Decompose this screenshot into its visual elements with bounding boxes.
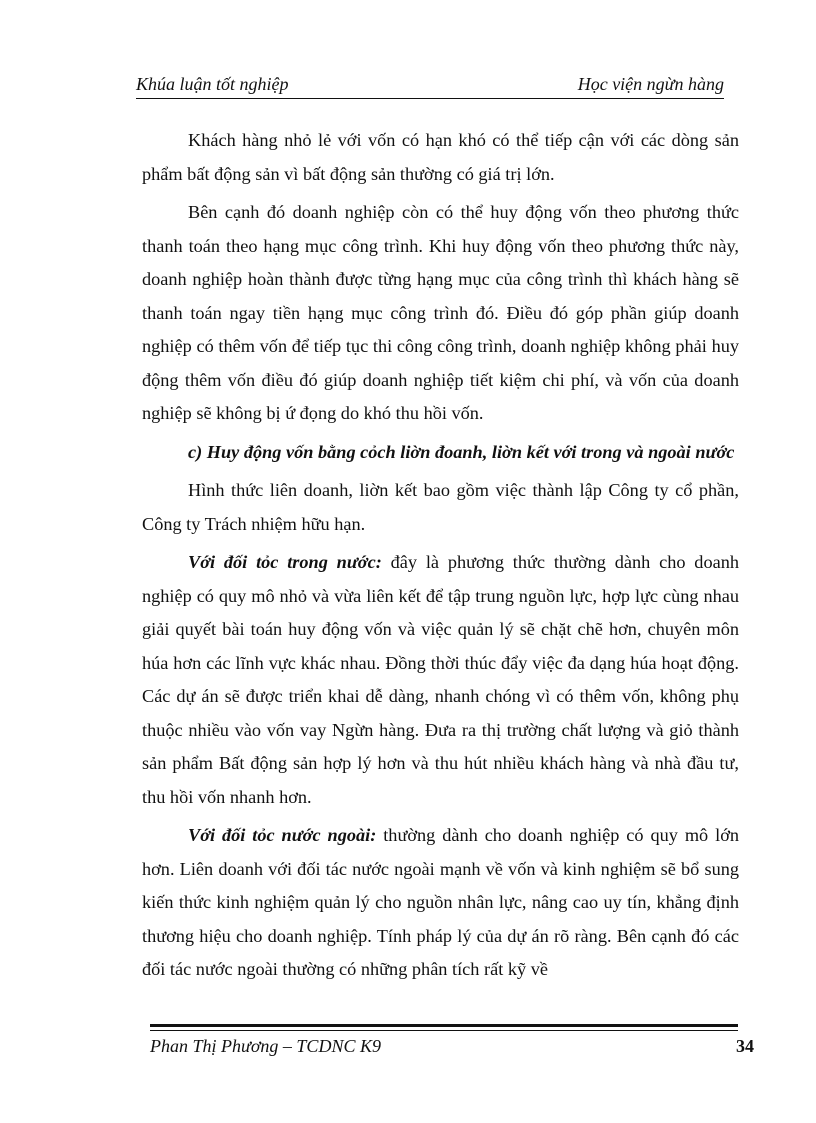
page-header [136,72,724,98]
page-number: 34 [736,1036,754,1056]
footer-author: Phan Thị Phương – TCDNC K9 [150,1036,381,1056]
header-divider [136,98,724,99]
paragraph-4-lead: Với đối tỏc trong nước: [188,552,382,572]
header-thesis-title: Khúa luận tốt nghiệp [136,74,289,94]
footer-divider-thin [150,1030,738,1031]
paragraph-5-lead: Với đối tỏc nước ngoài: [188,825,377,845]
page-footer [150,1036,754,1060]
paragraph-5-text: thường dành cho doanh nghiệp có quy mô lớn hơn. Liên doanh với đối tác nước ngoài mạnh về vốn và kinh nghiệm sẽ bổ sung kiến thức kinh nghiệm quản lý cho nguồn nhân lực, nâng cao uy tín, khẳng định thương hiệu cho doanh nghiệp. Tính pháp lý của dự án rõ ràng. Bên cạnh đó các đối tác nước ngoài thường có những phân tích rất kỹ về [142,825,740,979]
paragraph-1: Khách hàng nhỏ lẻ với vốn có hạn khó có thể tiếp cận với các dòng sản phẩm bất động sản vì bất động sản thường có giá trị lớn. [142,130,739,184]
paragraph-5 [142,819,739,987]
paragraph-4 [142,546,739,814]
paragraph-3: Hình thức liên doanh, liờn kết bao gồm việc thành lập Công ty cổ phần, Công ty Trách nhiệm hữu hạn. [142,480,739,534]
footer-divider-thick [150,1024,738,1027]
section-heading: c) Huy động vốn bằng cỏch liờn đoanh, liờn kết với trong và ngoài nước [188,441,735,462]
paragraph-2: Bên cạnh đó doanh nghiệp còn có thể huy động vốn theo phương thức thanh toán theo hạng mục công trình. Khi huy động vốn theo phương thức này, doanh nghiệp hoàn thành được từng hạng mục của công trình thì khách hàng sẽ thanh toán ngay tiền hạng mục công trình đó. Điều đó góp phần giúp doanh nghiệp có thêm vốn để tiếp tục thi công công trình, doanh nghiệp không phải huy động thêm vốn điều đó giúp doanh nghiệp tiết kiệm chi phí, và vốn của doanh nghiệp sẽ không bị ứ đọng do khó thu hồi vốn. [142,202,739,423]
paragraph-4-text: đây là phương thức thường dành cho doanh nghiệp có quy mô nhỏ và vừa liên kết để tập trung nguồn lực, hợp lực cùng nhau giải quyết bài toán huy động vốn và việc quản lý sẽ chặt chẽ hơn, chuyên môn húa hơn các lĩnh vực khác nhau. Đồng thời thúc đẩy việc đa dạng húa hoạt động. Các dự án sẽ được triển khai dễ dàng, nhanh chóng vì có thêm vốn, không phụ thuộc nhiều vào vốn vay Ngừn hàng. Đưa ra thị trường chất lượng và giỏ thành sản phẩm Bất động sản hợp lý hơn và thu hút nhiều khách hàng và nhà đầu tư, thu hồi vốn nhanh hơn. [142,552,739,807]
page-body [142,124,739,987]
header-institution: Học viện ngừn hàng [577,74,724,94]
